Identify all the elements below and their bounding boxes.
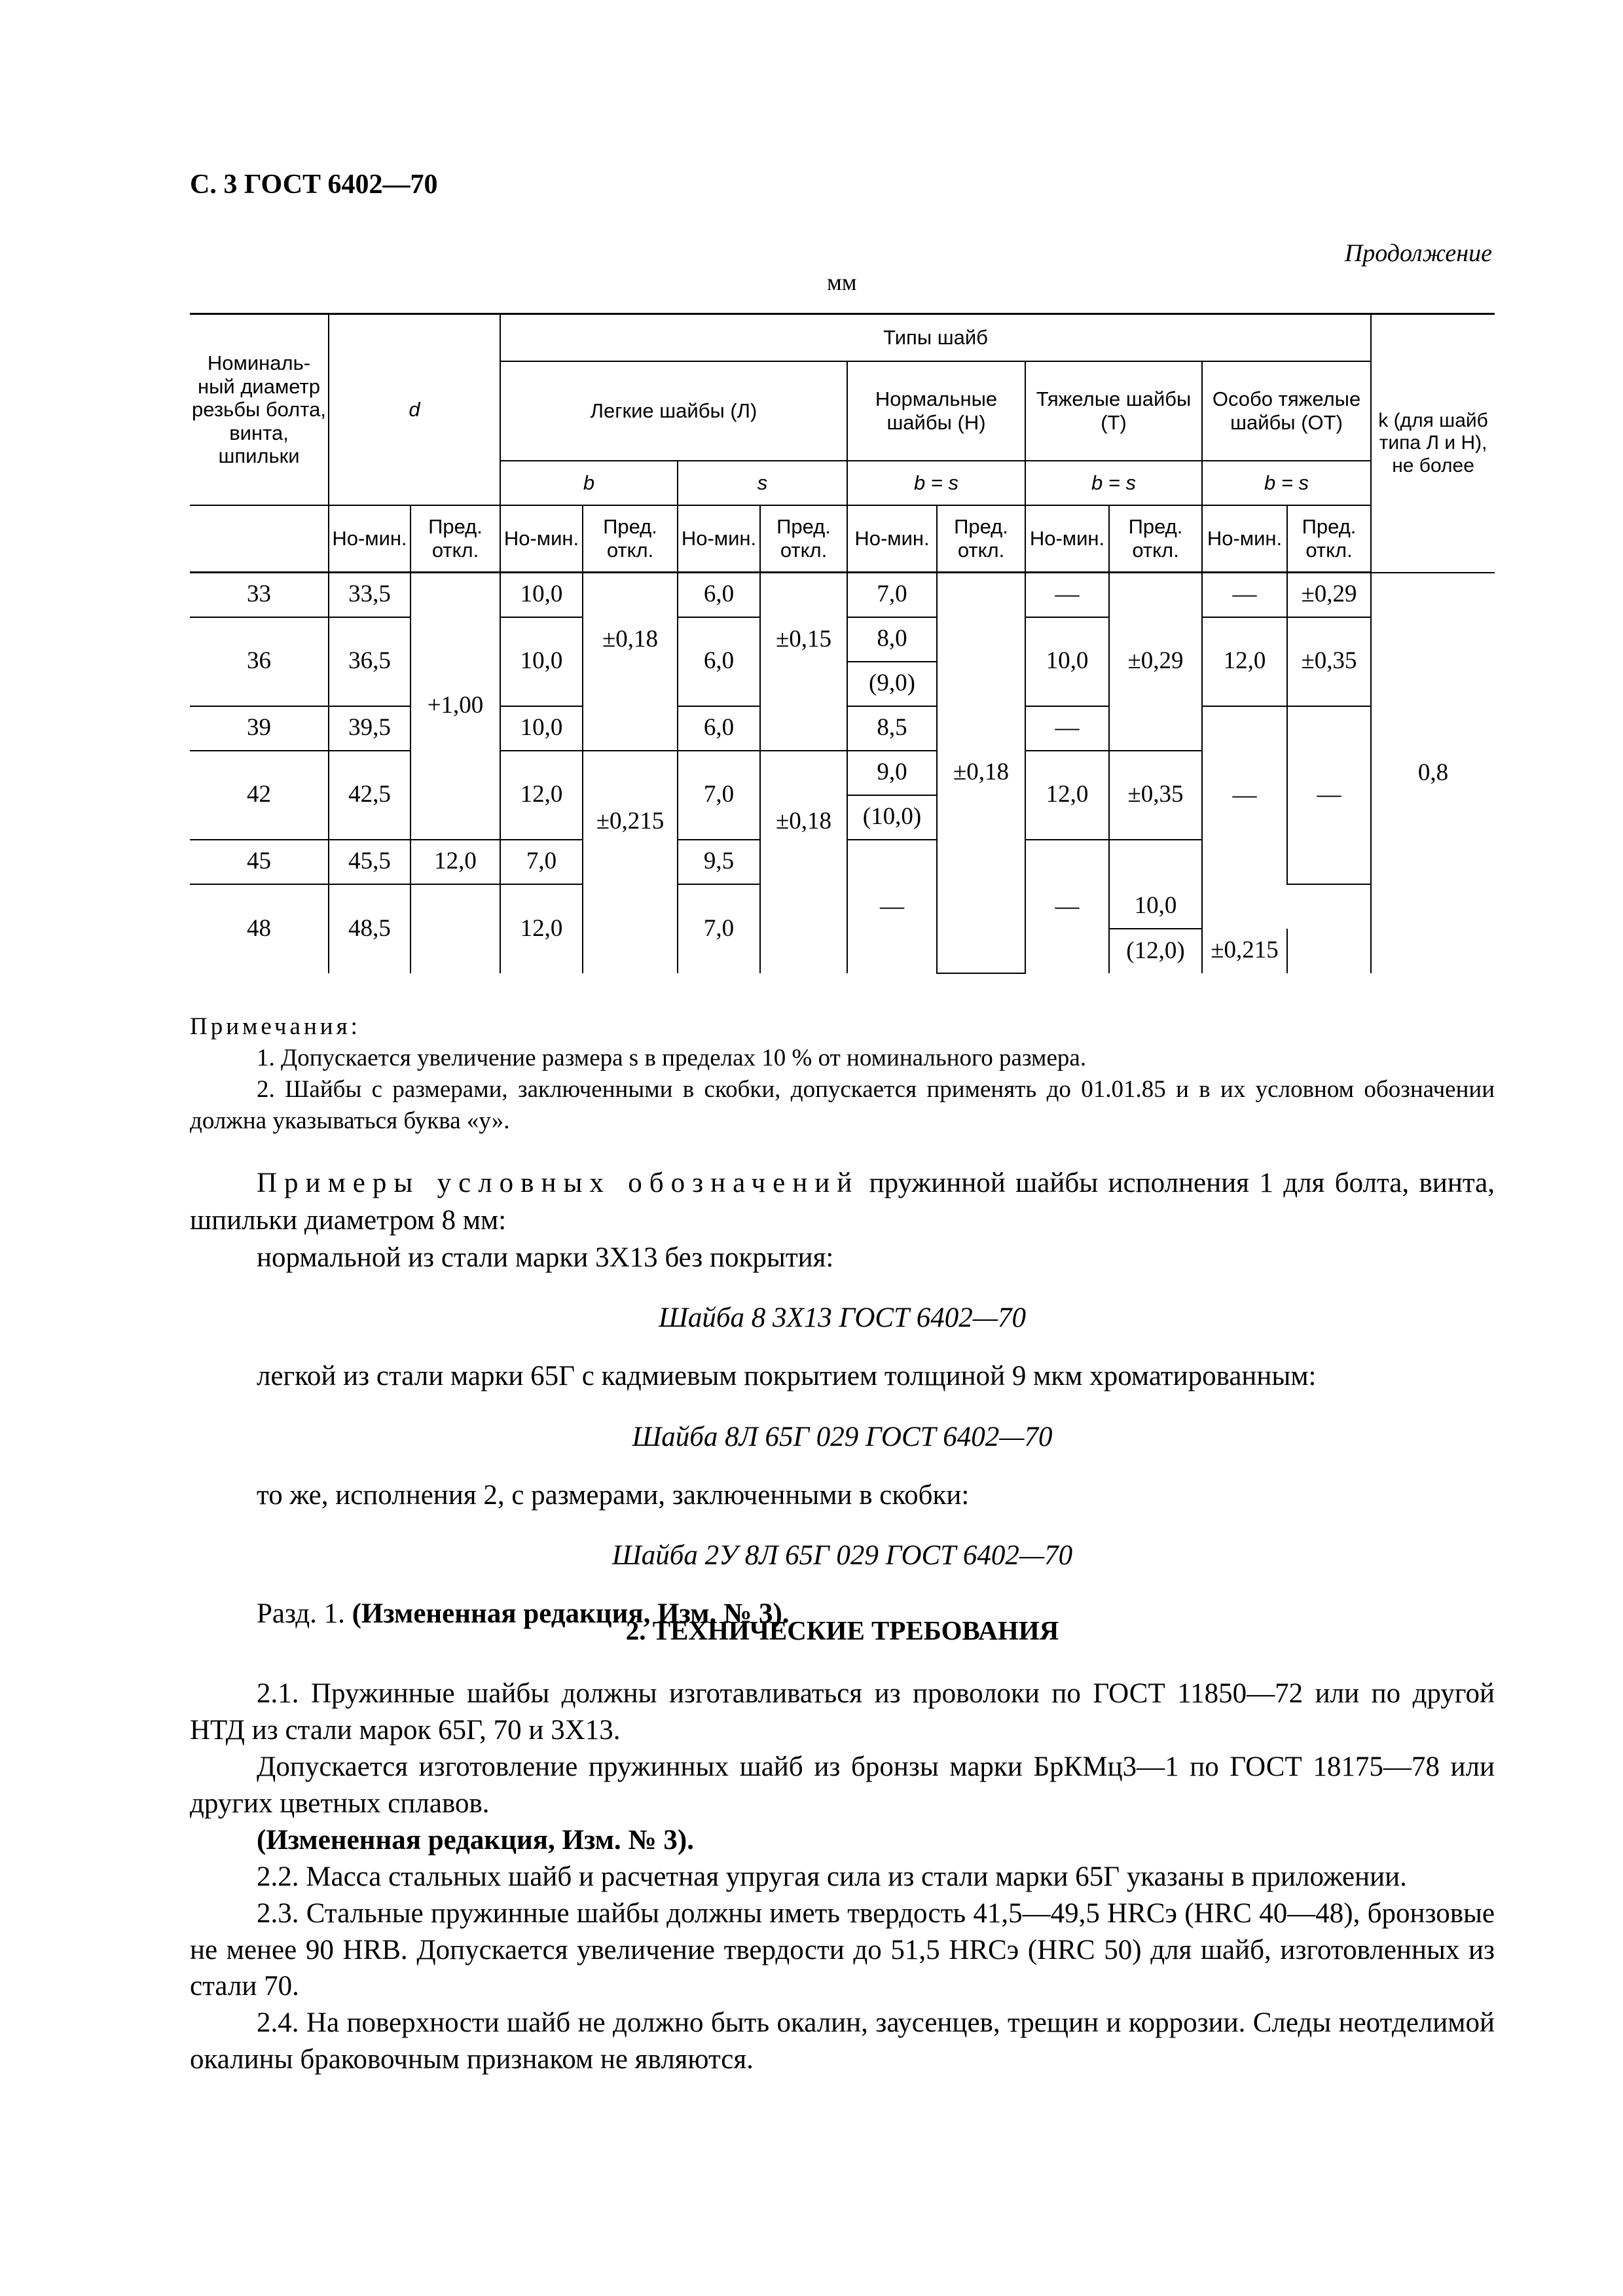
header-normal-tol: Пред. откл. — [937, 505, 1025, 573]
notes-title: Примечания: — [190, 1013, 361, 1040]
cell-light-s-nom: 7,0 — [678, 884, 760, 973]
header-light-b: b — [500, 461, 678, 505]
cell-d-tol: +1,00 — [410, 573, 500, 840]
cell-normal-tol-alt: ±0,215 — [1202, 929, 1287, 973]
cell-extra-heavy-tol: ±0,29 — [1287, 573, 1371, 617]
cell-light-s-nom: 7,0 — [500, 840, 583, 884]
cell-light-b-nom: 10,0 — [500, 573, 583, 617]
cell-diameter: 39 — [190, 706, 329, 751]
cell-heavy-nom: — — [847, 840, 937, 973]
example-2-text: легкой из стали марки 65Г с кадмиевым покрытием толщиной 9 мкм хроматированным: — [257, 1361, 1317, 1391]
cell-extra-heavy-tol: — — [1287, 706, 1371, 884]
clause-2-2: 2.2. Масса стальных шайб и расчетная упругая сила из стали марки 65Г указаны в приложении. — [257, 1861, 1407, 1892]
note-1: 1. Допускается увеличение размера s в пределах 10 % от номинального размера. — [257, 1045, 1087, 1072]
cell-heavy-nom: — — [1025, 573, 1109, 617]
header-light-s-tol: Пред. откл. — [760, 505, 847, 573]
table-units-label: мм — [827, 269, 857, 295]
section1-amendment-prefix: Разд. 1. — [257, 1598, 352, 1629]
header-light-b-tol: Пред. откл. — [583, 505, 678, 573]
cell-heavy-tol: ±0,29 — [1109, 573, 1202, 751]
clause-2-3: 2.3. Стальные пружинные шайбы должны иметь твердость 41,5—49,5 HRCэ (HRC 40—48), бронзовые не менее 90 HRB. Допускается увеличение твердости до 51,5 HRCэ (HRC 50) для шайб, изготовленных из стали 70. — [190, 1897, 1495, 2002]
cell-extra-heavy-tol: ±0,35 — [1287, 617, 1371, 706]
page-header: С. 3 ГОСТ 6402—70 — [190, 170, 438, 200]
examples-lead-rest: пружинной шайбы исполнения 1 для болта, винта, шпильки диаметром 8 мм: — [190, 1168, 1495, 1236]
cell-light-s-tol: ±0,18 — [760, 751, 847, 973]
cell-heavy-nom: — — [1025, 706, 1109, 751]
header-normal-washers: Нормальные шайбы (Н) — [847, 361, 1025, 461]
table-notes — [190, 1011, 1495, 1137]
cell-heavy-nom: 12,0 — [1025, 751, 1109, 840]
cell-light-b-nom: 12,0 — [410, 840, 500, 884]
header-d-nom: Но-мин. — [329, 505, 410, 573]
clause-2-1: 2.1. Пружинные шайбы должны изготавливаться из проволоки по ГОСТ 11850—72 или по другой НТД из стали марок 65Г, 70 и 3Х13. — [190, 1678, 1495, 1746]
cell-light-b-nom: 10,0 — [500, 706, 583, 751]
header-washer-types: Типы шайб — [500, 314, 1371, 362]
cell-heavy-tol: ±0,35 — [1109, 751, 1202, 840]
cell-light-s-nom: 6,0 — [678, 573, 760, 617]
header-normal-b-eq-s: b = s — [847, 461, 1025, 505]
header-d: d — [329, 314, 500, 506]
cell-normal-nom: 8,0 — [847, 617, 937, 662]
header-heavy-tol: Пред. откл. — [1109, 505, 1202, 573]
cell-d-nom: 48,5 — [329, 884, 410, 973]
cell-extra-heavy-nom: — — [1202, 573, 1287, 617]
cell-light-s-nom: 6,0 — [678, 706, 760, 751]
cell-normal-nom: 9,5 — [678, 840, 760, 884]
cell-light-b-nom: 12,0 — [500, 884, 583, 973]
cell-normal-tol: ±0,18 — [937, 573, 1025, 973]
clause-2-4: 2.4. На поверхности шайб не должно быть окалин, заусенцев, трещин и коррозии. Следы неотделимой окалины браковочным признаком не являются. — [190, 2007, 1495, 2075]
example-3-designation: Шайба 2У 8Л 65Г 029 ГОСТ 6402—70 — [611, 1540, 1073, 1571]
cell-light-b-nom: 12,0 — [500, 751, 583, 840]
cell-extra-heavy-nom: 12,0 — [1202, 617, 1287, 706]
cell-light-s-tol: ±0,15 — [760, 573, 847, 751]
cell-diameter: 45 — [190, 840, 329, 884]
header-light-s-nom: Но-мин. — [678, 505, 760, 573]
cell-light-b-tol: ±0,18 — [583, 573, 678, 751]
section2-title: 2. ТЕХНИЧЕСКИЕ ТРЕБОВАНИЯ — [625, 1615, 1059, 1645]
header-extra-heavy-washers: Особо тяжелые шайбы (ОТ) — [1202, 361, 1371, 461]
cell-normal-nom: 10,0 — [1109, 884, 1202, 929]
header-heavy-nom: Но-мин. — [1025, 505, 1109, 573]
examples-intro — [190, 1165, 1495, 1240]
cell-diameter: 48 — [190, 884, 329, 973]
header-light-b-nom: Но-мин. — [500, 505, 583, 573]
cell-d-nom: 36,5 — [329, 617, 410, 706]
cell-d-tol-blank — [410, 884, 500, 973]
section-technical-requirements — [190, 1613, 1495, 2078]
cell-k: 0,8 — [1371, 573, 1495, 973]
example-1-designation: Шайба 8 3Х13 ГОСТ 6402—70 — [658, 1302, 1026, 1334]
header-light-washers: Легкие шайбы (Л) — [500, 361, 847, 461]
header-d-tol: Пред. откл. — [410, 505, 500, 573]
header-heavy-washers: Тяжелые шайбы (Т) — [1025, 361, 1202, 461]
cell-d-nom: 33,5 — [329, 573, 410, 617]
header-nominal-diameter: Номиналь-ный диаметр резьбы болта, винта, шпильки — [190, 314, 329, 506]
cell-d-nom: 45,5 — [329, 840, 410, 884]
cell-diameter: 36 — [190, 617, 329, 706]
header-k: k (для шайб типа Л и Н), не более — [1371, 314, 1495, 573]
cell-heavy-nom: 10,0 — [1025, 617, 1109, 706]
cell-light-s-nom: 6,0 — [678, 617, 760, 706]
header-light-s: s — [678, 461, 847, 505]
cell-normal-nom-alt: (10,0) — [847, 795, 937, 840]
cell-light-b-tol: ±0,215 — [583, 751, 678, 973]
examples-lead: Примеры условных обозначений — [257, 1168, 860, 1198]
section1-amendment-bold: (Измененная редакция, Изм. № 3). — [352, 1598, 790, 1629]
cell-d-nom: 39,5 — [329, 706, 410, 751]
designation-examples — [190, 1165, 1495, 1633]
clause-2-1-amendment: (Измененная редакция, Изм. № 3). — [257, 1824, 694, 1856]
header-extra-heavy-b-eq-s: b = s — [1202, 461, 1371, 505]
cell-normal-nom: 9,0 — [847, 751, 937, 795]
cell-normal-nom: 7,0 — [847, 573, 937, 617]
header-extra-heavy-tol: Пред. откл. — [1287, 505, 1371, 573]
cell-diameter: 42 — [190, 751, 329, 840]
example-3-text: то же, исполнения 2, с размерами, заключенными в скобки: — [257, 1479, 970, 1511]
washer-dimensions-table — [190, 313, 1495, 974]
cell-normal-nom-alt: (12,0) — [1109, 929, 1202, 973]
example-1-text: нормальной из стали марки 3Х13 без покрытия: — [257, 1242, 834, 1273]
clause-2-1-bronze: Допускается изготовление пружинных шайб из бронзы марки БрКМц3—1 по ГОСТ 18175—78 или других цветных сплавов. — [190, 1751, 1495, 1819]
note-2: 2. Шайбы с размерами, заключенными в скобки, допускается применять до 01.01.85 и в их условном обозначении должна указываться буква «у». — [190, 1076, 1495, 1135]
cell-normal-nom: 8,5 — [847, 706, 937, 751]
header-extra-heavy-nom: Но-мин. — [1202, 505, 1287, 573]
header-heavy-b-eq-s: b = s — [1025, 461, 1202, 505]
cell-light-b-nom: 10,0 — [500, 617, 583, 706]
cell-light-s-nom: 7,0 — [678, 751, 760, 840]
cell-d-nom: 42,5 — [329, 751, 410, 840]
header-nominal-blank — [190, 505, 329, 573]
cell-normal-nom-alt: (9,0) — [847, 662, 937, 706]
header-normal-nom: Но-мин. — [847, 505, 937, 573]
cell-diameter: 33 — [190, 573, 329, 617]
cell-extra-heavy-nom: — — [1202, 706, 1287, 884]
cell-heavy-tol: — — [1025, 840, 1109, 973]
example-2-designation: Шайба 8Л 65Г 029 ГОСТ 6402—70 — [632, 1421, 1053, 1452]
table-continuation-label: Продолжение — [1344, 240, 1492, 267]
